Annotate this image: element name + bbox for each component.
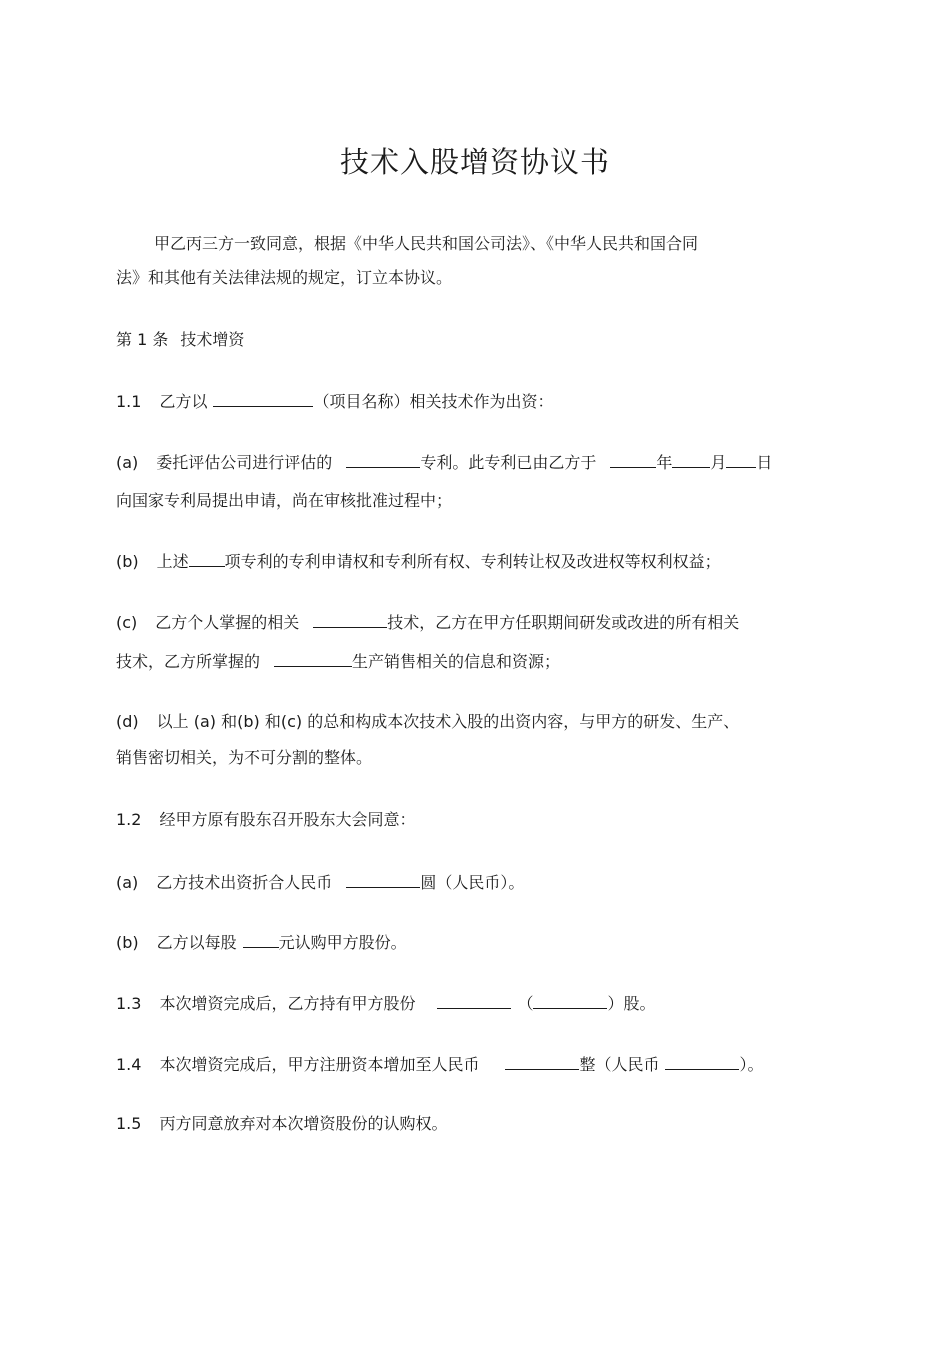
clause-text: （项目名称）相关技术作为出资： xyxy=(313,392,554,411)
item-text: 生产销售相关的信息和资源； xyxy=(352,652,561,671)
intro-line-1: 甲乙丙三方一致同意，根据《中华人民共和国公司法》、《中华人民共和国合同 xyxy=(154,234,699,253)
item-text: 技术，乙方在甲方任职期间研发或改进的所有相关 xyxy=(387,613,740,632)
clause-1-2 xyxy=(116,808,415,832)
item-text: 项专利的专利申请权和专利所有权、专利转让权及改进权等权利权益； xyxy=(224,552,721,571)
clause-text: 本次增资完成后，乙方持有甲方股份 xyxy=(159,994,416,1013)
article-number: 第 1 条 xyxy=(116,330,169,349)
clause-1-4 xyxy=(116,1052,764,1077)
day-label: 日 xyxy=(756,453,773,472)
clause-number: 1.3 xyxy=(116,994,142,1013)
clause-text: （ xyxy=(517,994,534,1013)
shares-words-blank xyxy=(533,991,607,1009)
clause-text: ）股。 xyxy=(607,994,656,1013)
capital-words-blank xyxy=(665,1052,739,1070)
item-number: (b) xyxy=(116,552,139,571)
patent-blank xyxy=(346,450,420,468)
clause-1-2-b xyxy=(116,930,407,955)
article-1-heading xyxy=(116,328,244,352)
item-text: 上述 xyxy=(156,552,189,571)
month-label: 月 xyxy=(710,453,727,472)
item-d-line-1 xyxy=(116,710,739,734)
resource-blank xyxy=(274,649,352,667)
item-number: (d) xyxy=(116,712,139,731)
clause-text: 丙方同意放弃对本次增资股份的认购权。 xyxy=(159,1114,448,1133)
item-text: 乙方个人掌握的相关 xyxy=(155,613,300,632)
item-a-line-1 xyxy=(116,450,772,475)
clause-text: ）。 xyxy=(739,1055,764,1074)
clause-1-1 xyxy=(116,389,553,414)
patent-count-blank xyxy=(189,549,225,567)
item-text: 元认购甲方股份。 xyxy=(278,933,407,952)
article-title: 技术增资 xyxy=(180,330,245,349)
item-c-line-2 xyxy=(116,649,560,674)
month-blank xyxy=(672,450,710,468)
price-blank xyxy=(243,930,279,948)
item-text: 乙方技术出资折合人民币 xyxy=(156,873,333,892)
year-label: 年 xyxy=(656,453,673,472)
tech-blank xyxy=(313,610,387,628)
item-text: 以上 (a) 和(b) 和(c) 的总和构成本次技术入股的出资内容，与甲方的研发、生产、 xyxy=(156,712,740,731)
item-text: 圆（人民币）。 xyxy=(420,873,525,892)
item-d-line-2: 销售密切相关，为不可分割的整体。 xyxy=(116,748,373,767)
item-text: 专利。此专利已由乙方于 xyxy=(420,453,597,472)
clause-number: 1.5 xyxy=(116,1114,142,1133)
clause-text: 本次增资完成后，甲方注册资本增加至人民币 xyxy=(159,1055,480,1074)
clause-1-3 xyxy=(116,991,656,1016)
year-blank xyxy=(610,450,656,468)
clause-1-2-a xyxy=(116,870,524,895)
item-b xyxy=(116,549,721,574)
intro-line-2: 法》和其他有关法律法规的规定，订立本协议。 xyxy=(116,268,453,287)
clause-number: 1.4 xyxy=(116,1055,142,1074)
capital-blank xyxy=(505,1052,579,1070)
amount-blank xyxy=(346,870,420,888)
clause-text: 经甲方原有股东召开股东大会同意： xyxy=(159,810,416,829)
clause-number: 1.2 xyxy=(116,810,142,829)
item-text: 委托评估公司进行评估的 xyxy=(156,453,333,472)
item-number: (a) xyxy=(116,453,139,472)
clause-number: 1.1 xyxy=(116,392,142,411)
item-c-line-1 xyxy=(116,610,739,635)
item-number: (c) xyxy=(116,613,138,632)
item-number: (b) xyxy=(116,933,139,952)
clause-1-5 xyxy=(116,1112,447,1136)
clause-text: 乙方以 xyxy=(159,392,208,411)
shares-blank xyxy=(437,991,511,1009)
item-a-line-2: 向国家专利局提出申请，尚在审核批准过程中； xyxy=(116,491,453,510)
document-title: 技术入股增资协议书 xyxy=(339,145,610,179)
item-number: (a) xyxy=(116,873,139,892)
project-name-blank xyxy=(213,389,313,407)
day-blank xyxy=(726,450,756,468)
item-text: 乙方以每股 xyxy=(156,933,237,952)
item-text: 技术，乙方所掌握的 xyxy=(116,652,261,671)
clause-text: 整（人民币 xyxy=(579,1055,660,1074)
